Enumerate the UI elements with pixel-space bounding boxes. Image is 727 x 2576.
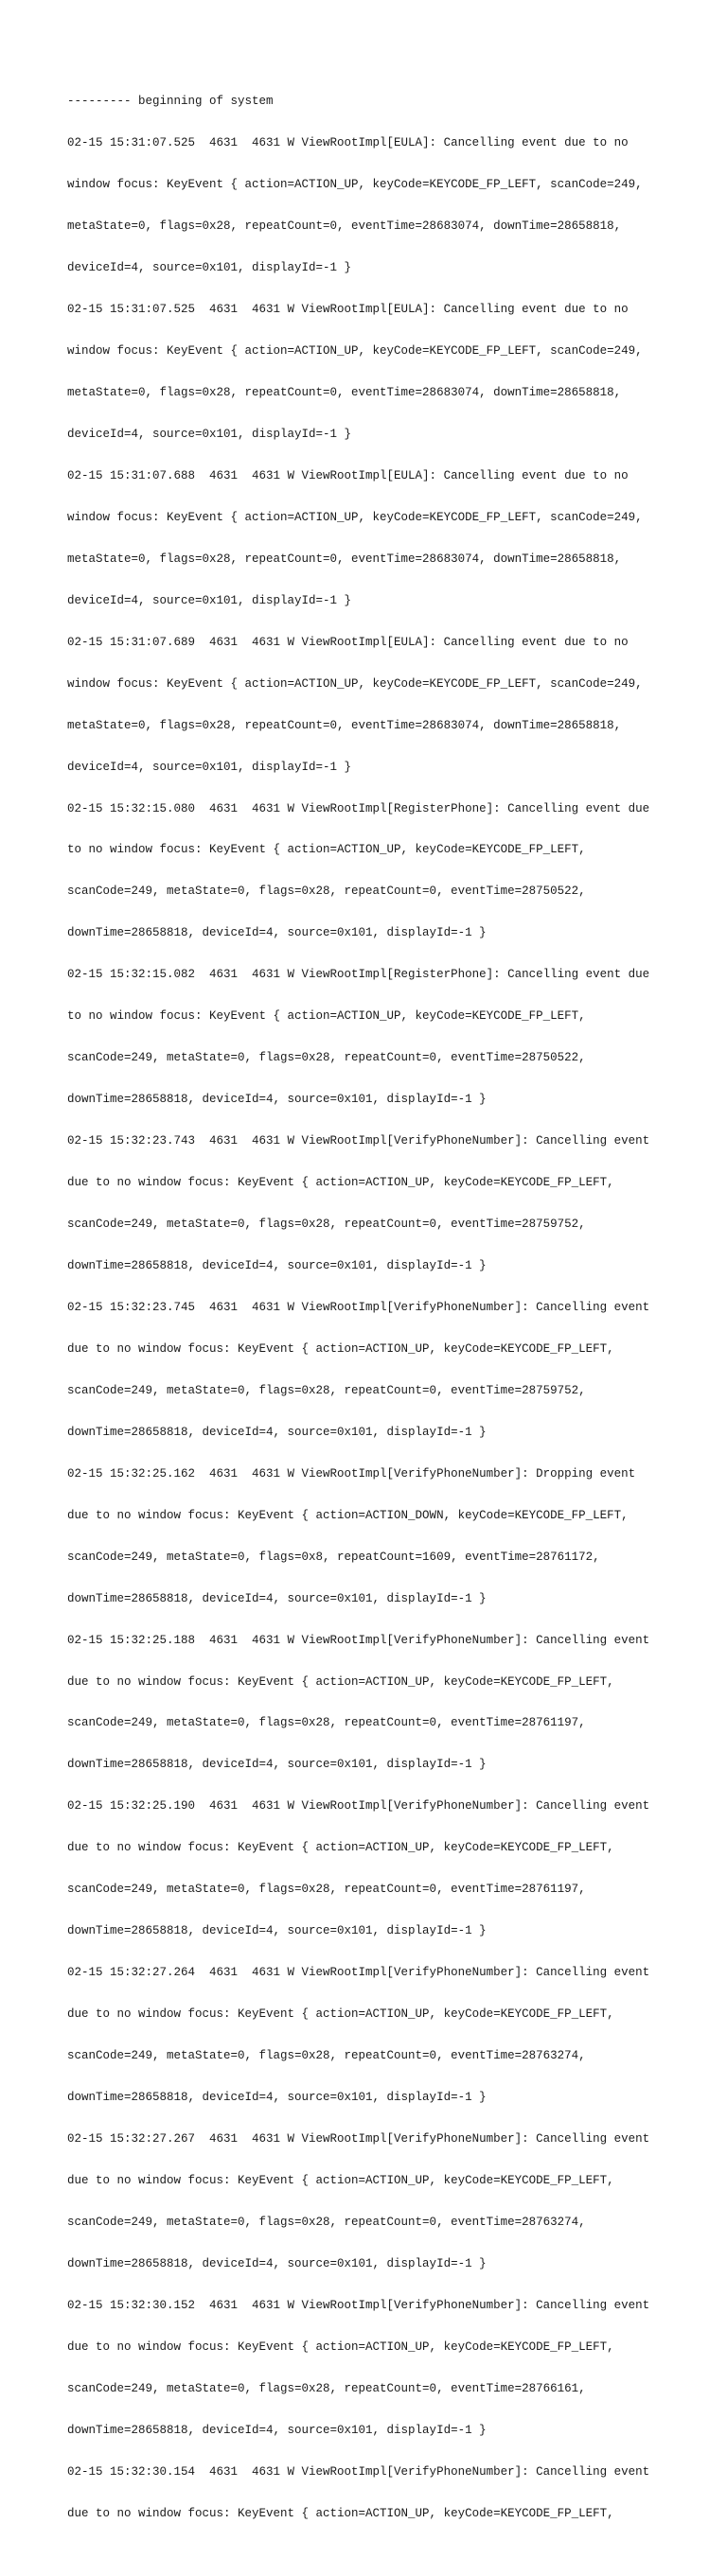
log-line: downTime=28658818, deviceId=4, source=0x101, displayId=-1 }: [67, 1924, 487, 1938]
log-line: scanCode=249, metaState=0, flags=0x28, repeatCount=0, eventTime=28761197,: [67, 1883, 586, 1897]
log-line: 02-15 15:32:25.188 4631 4631 W ViewRootImpl[VerifyPhoneNumber]: Cancelling event: [67, 1633, 650, 1647]
log-line: deviceId=4, source=0x101, displayId=-1 }: [67, 760, 352, 774]
log-line: 02-15 15:32:23.743 4631 4631 W ViewRootImpl[VerifyPhoneNumber]: Cancelling event: [67, 1134, 650, 1148]
log-line: to no window focus: KeyEvent { action=ACTION_UP, keyCode=KEYCODE_FP_LEFT,: [67, 843, 586, 857]
log-line: window focus: KeyEvent { action=ACTION_UP, keyCode=KEYCODE_FP_LEFT, scanCode=249,: [67, 510, 643, 524]
log-line: 02-15 15:31:07.525 4631 4631 W ViewRootImpl[EULA]: Cancelling event due to no: [67, 303, 629, 317]
log-line: 02-15 15:32:30.152 4631 4631 W ViewRootImpl[VerifyPhoneNumber]: Cancelling event: [67, 2298, 650, 2312]
log-line: window focus: KeyEvent { action=ACTION_UP, keyCode=KEYCODE_FP_LEFT, scanCode=249,: [67, 344, 643, 359]
log-line: --------- beginning of system: [67, 95, 274, 109]
log-line: 02-15 15:32:15.082 4631 4631 W ViewRootImpl[RegisterPhone]: Cancelling event due: [67, 968, 650, 982]
log-line: due to no window focus: KeyEvent { action=ACTION_UP, keyCode=KEYCODE_FP_LEFT,: [67, 2007, 614, 2022]
log-line: window focus: KeyEvent { action=ACTION_UP, keyCode=KEYCODE_FP_LEFT, scanCode=249,: [67, 676, 643, 691]
log-line: scanCode=249, metaState=0, flags=0x8, repeatCount=1609, eventTime=28761172,: [67, 1550, 600, 1564]
log-line: due to no window focus: KeyEvent { action=ACTION_DOWN, keyCode=KEYCODE_FP_LEFT,: [67, 1508, 629, 1522]
log-line: 02-15 15:32:30.154 4631 4631 W ViewRootImpl[VerifyPhoneNumber]: Cancelling event: [67, 2464, 650, 2479]
log-line: due to no window focus: KeyEvent { action=ACTION_UP, keyCode=KEYCODE_FP_LEFT,: [67, 1176, 614, 1190]
log-line: downTime=28658818, deviceId=4, source=0x101, displayId=-1 }: [67, 926, 487, 940]
log-line: downTime=28658818, deviceId=4, source=0x101, displayId=-1 }: [67, 1758, 487, 1772]
log-line: deviceId=4, source=0x101, displayId=-1 }: [67, 261, 352, 275]
log-line: metaState=0, flags=0x28, repeatCount=0, eventTime=28683074, downTime=28658818,: [67, 552, 622, 566]
log-line: scanCode=249, metaState=0, flags=0x28, repeatCount=0, eventTime=28759752,: [67, 1218, 586, 1232]
log-line: downTime=28658818, deviceId=4, source=0x101, displayId=-1 }: [67, 2423, 487, 2437]
log-line: 02-15 15:32:27.264 4631 4631 W ViewRootImpl[VerifyPhoneNumber]: Cancelling event: [67, 1966, 650, 1980]
log-line: 02-15 15:31:07.688 4631 4631 W ViewRootImpl[EULA]: Cancelling event due to no: [67, 468, 629, 482]
log-line: downTime=28658818, deviceId=4, source=0x101, displayId=-1 }: [67, 1425, 487, 1439]
log-line: 02-15 15:32:25.162 4631 4631 W ViewRootImpl[VerifyPhoneNumber]: Dropping event: [67, 1466, 636, 1481]
log-line: window focus: KeyEvent { action=ACTION_UP, keyCode=KEYCODE_FP_LEFT, scanCode=249,: [67, 178, 643, 192]
log-line: deviceId=4, source=0x101, displayId=-1 }: [67, 427, 352, 441]
log-line: due to no window focus: KeyEvent { action=ACTION_UP, keyCode=KEYCODE_FP_LEFT,: [67, 1674, 614, 1689]
log-line: to no window focus: KeyEvent { action=ACTION_UP, keyCode=KEYCODE_FP_LEFT,: [67, 1009, 586, 1024]
log-line: due to no window focus: KeyEvent { action=ACTION_UP, keyCode=KEYCODE_FP_LEFT,: [67, 2339, 614, 2354]
log-line: due to no window focus: KeyEvent { action=ACTION_UP, keyCode=KEYCODE_FP_LEFT,: [67, 1841, 614, 1855]
log-line: 02-15 15:32:23.745 4631 4631 W ViewRootImpl[VerifyPhoneNumber]: Cancelling event: [67, 1300, 650, 1314]
log-line: downTime=28658818, deviceId=4, source=0x101, displayId=-1 }: [67, 2256, 487, 2270]
log-line: scanCode=249, metaState=0, flags=0x28, repeatCount=0, eventTime=28766161,: [67, 2381, 586, 2395]
log-line: 02-15 15:31:07.525 4631 4631 W ViewRootImpl[EULA]: Cancelling event due to no: [67, 136, 629, 150]
log-line: downTime=28658818, deviceId=4, source=0x101, displayId=-1 }: [67, 2091, 487, 2105]
log-line: downTime=28658818, deviceId=4, source=0x101, displayId=-1 }: [67, 1591, 487, 1605]
log-line: 02-15 15:31:07.689 4631 4631 W ViewRootImpl[EULA]: Cancelling event due to no: [67, 635, 629, 649]
log-output: [67, 67, 692, 2576]
log-line: downTime=28658818, deviceId=4, source=0x101, displayId=-1 }: [67, 1259, 487, 1272]
log-line: due to no window focus: KeyEvent { action=ACTION_UP, keyCode=KEYCODE_FP_LEFT,: [67, 1341, 614, 1356]
log-line: due to no window focus: KeyEvent { action=ACTION_UP, keyCode=KEYCODE_FP_LEFT,: [67, 2506, 614, 2520]
log-line: scanCode=249, metaState=0, flags=0x28, repeatCount=0, eventTime=28763274,: [67, 2215, 586, 2229]
log-line: scanCode=249, metaState=0, flags=0x28, repeatCount=0, eventTime=28759752,: [67, 1383, 586, 1397]
log-line: due to no window focus: KeyEvent { action=ACTION_UP, keyCode=KEYCODE_FP_LEFT,: [67, 2173, 614, 2187]
log-line: 02-15 15:32:25.190 4631 4631 W ViewRootImpl[VerifyPhoneNumber]: Cancelling event: [67, 1799, 650, 1814]
log-line: metaState=0, flags=0x28, repeatCount=0, eventTime=28683074, downTime=28658818,: [67, 219, 622, 234]
log-line: deviceId=4, source=0x101, displayId=-1 }: [67, 593, 352, 607]
log-line: scanCode=249, metaState=0, flags=0x28, repeatCount=0, eventTime=28750522,: [67, 1051, 586, 1065]
log-line: scanCode=249, metaState=0, flags=0x28, repeatCount=0, eventTime=28761197,: [67, 1716, 586, 1730]
log-line: scanCode=249, metaState=0, flags=0x28, repeatCount=0, eventTime=28750522,: [67, 885, 586, 899]
log-line: 02-15 15:32:27.267 4631 4631 W ViewRootImpl[VerifyPhoneNumber]: Cancelling event: [67, 2132, 650, 2147]
log-line: scanCode=249, metaState=0, flags=0x28, repeatCount=0, eventTime=28763274,: [67, 2049, 586, 2063]
log-line: metaState=0, flags=0x28, repeatCount=0, eventTime=28683074, downTime=28658818,: [67, 718, 622, 732]
log-line: downTime=28658818, deviceId=4, source=0x101, displayId=-1 }: [67, 1093, 487, 1107]
log-line: [67, 2549, 692, 2563]
log-line: metaState=0, flags=0x28, repeatCount=0, eventTime=28683074, downTime=28658818,: [67, 385, 622, 399]
log-line: 02-15 15:32:15.080 4631 4631 W ViewRootImpl[RegisterPhone]: Cancelling event due: [67, 801, 650, 815]
